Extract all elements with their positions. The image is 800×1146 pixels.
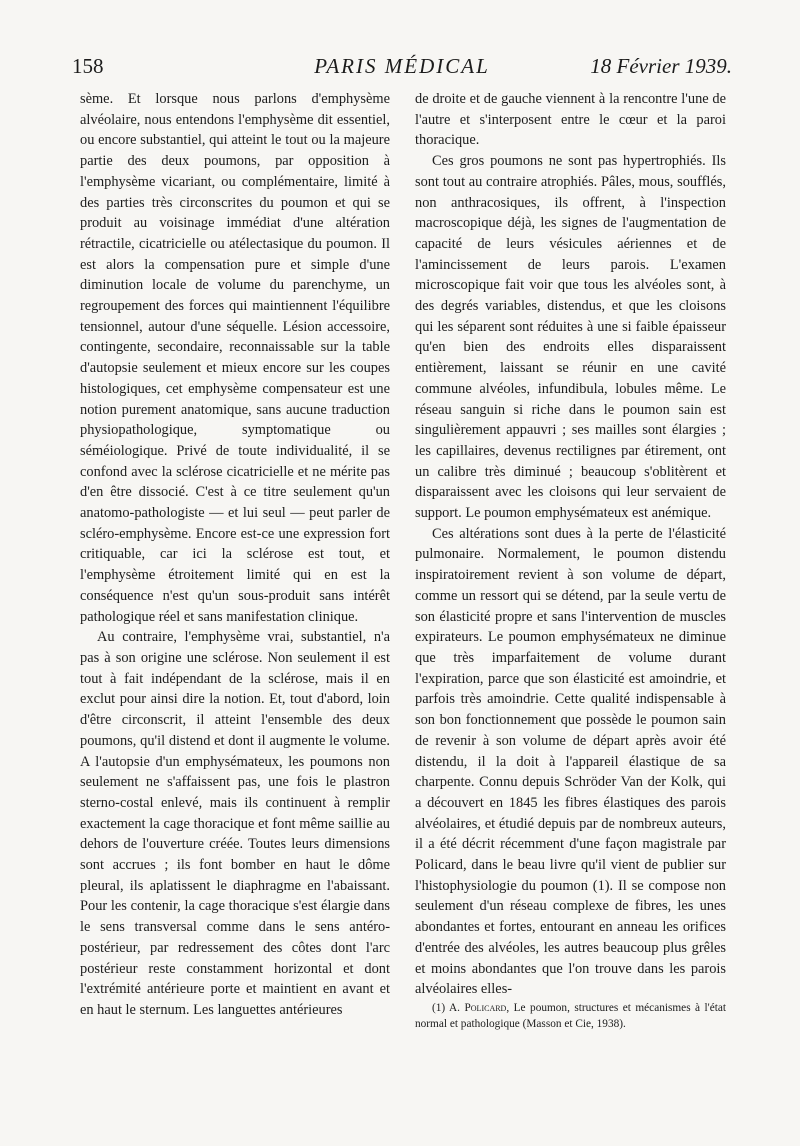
page-header	[72, 54, 732, 84]
footnote-marker: (1) A.	[432, 1001, 461, 1014]
left-paragraph-1: sème. Et lorsque nous parlons d'emphysème alvéolaire, nous entendons l'emphysème dit essentiel, ou encore substantiel, qui atteint le tout ou la majeure partie des deux poumons, par opposition à l'emphysème vicariant, ou complémentaire, limité à des parties très circonscrites du poumon et qui se produit au voisinage immédiat d'une altération rétractile, cicatricielle ou atélectasique du poumon. Il est alors la compensation pure et simple d'une diminution locale de volume du parenchyme, un regroupement des forces qui maintiennent l'équilibre tensionnel, autour d'une séquelle. Lésion accessoire, contingente, secondaire, reconnaissable sur la table d'autopsie seulement et mieux encore sur les coupes histologiques, cet emphysème compensateur est une notion purement anatomique, sans aucune traduction physiopathologique, symptomatique ou séméiologique. Privé de toute individualité, il se confond avec la sclérose cicatricielle et ne mérite pas d'en être dissocié. C'est à ce titre seulement qu'un anatomo-pathologiste — et lui seul — peut parler de scléro-emphysème. Encore est-ce une expression fort critiquable, car ici la sclérose est tout, et l'emphysème étroitement limité qui en est la conséquence n'est qu'un sous-produit sans intérêt pathologique réel et sans manifestation clinique.	[80, 91, 390, 625]
footnote	[415, 1000, 726, 1032]
journal-title: PARIS MÉDICAL	[314, 54, 490, 78]
page-number: 158	[72, 54, 104, 78]
left-column	[80, 89, 390, 1021]
right-paragraph-2: Ces gros poumons ne sont pas hypertrophiés. Ils sont tout au contraire atrophiés. Pâles, mous, soufflés, non anthracosiques, ils offrent, à l'inspection macroscopique déjà, les signes de l'augmentation de capacité de leurs vésicules aériennes et de l'amincissement de leurs parois. L'examen microscopique fait voir que tous les alvéoles sont, à des degrés variables, distendus, et que les cloisons qui les séparent sont réduites à une si faible épaisseur qu'en bien des endroits elles disparaissent entièrement, laissant se réunir en une cavité commune alvéoles, infundibula, lobules même. Le réseau sanguin si riche dans le poumon sain est singulièrement appauvri ; ses mailles sont élargies ; les capillaires, devenus rectilignes par étirement, ont un calibre très diminué ; beaucoup s'oblitèrent et disparaissent avec les cloisons qui leur servaient de support. Le poumon emphysémateux est anémique.	[415, 153, 726, 522]
issue-date: 18 Février 1939.	[590, 54, 732, 78]
right-column	[415, 89, 726, 1032]
footnote-text: Le poumon, structures et mécanismes à l'état normal et pathologique (Masson et Cie, 1938).	[415, 1001, 727, 1030]
right-paragraph-3: Ces altérations sont dues à la perte de l'élasticité pulmonaire. Normalement, le poumon distendu inspiratoirement revient à son volume de départ, comme un ressort qui se détend, par la seule vertu de son élasticité propre et sans l'intervention de muscles expirateurs. Le poumon emphysémateux ne diminue que très imparfaitement de volume durant l'expiration, parce que son élasticité est amoindrie, et parfois très amoindrie. Cette qualité indispensable à son bon fonctionnement que possède le poumon sain de revenir à son volume de départ après avoir été distendu, il la doit à l'appareil élastique de sa charpente. Connu depuis Schröder Van der Kolk, qui a découvert en 1845 les fibres élastiques des parois alvéolaires, et étudié depuis par de nombreux auteurs, il a été décrit récemment d'une façon magistrale par Policard, dans le beau livre qu'il vient de publier sur l'histophysiologie du poumon (1). Il se compose non seulement d'un réseau complexe de fibres, les unes abondantes et fortes, entourant en anneau les orifices d'entrée des alvéoles, les autres beaucoup plus grêles et moins abondantes que l'on trouve dans les parois alvéolaires elles-	[415, 525, 726, 998]
left-paragraph-2: Au contraire, l'emphysème vrai, substantiel, n'a pas à son origine une sclérose. Non seulement il est tout à fait indépendant de la sclérose, mais il en exclut pour ainsi dire la notion. Et, tout d'abord, loin d'être circonscrit, il atteint l'ensemble des deux poumons, qu'il distend et dont il augmente le volume. A l'autopsie d'un emphysémateux, les poumons non seulement ne s'affaissent pas, une fois le plastron sterno-costal enlevé, mais ils continuent à remplir exactement la cage thoracique et font même saillie au dehors de l'ouverture créée. Toutes leurs dimensions sont accrues ; ils font bomber en haut le dôme pleural, ils aplatissent le diaphragme en l'abaissant. Pour les contenir, la cage thoracique s'est élargie dans le sens transversal comme dans le sens antéro-postérieur, par redressement des côtes dont l'arc postérieur reste constamment horizontal et dont l'extrémité antérieure porte et maintient en avant et en haut le sternum. Les languettes antérieures	[80, 629, 390, 1018]
right-paragraph-1: de droite et de gauche viennent à la rencontre l'une de l'autre et s'interposent entre le cœur et la paroi thoracique.	[415, 91, 726, 149]
footnote-author: Policard,	[464, 1001, 510, 1014]
